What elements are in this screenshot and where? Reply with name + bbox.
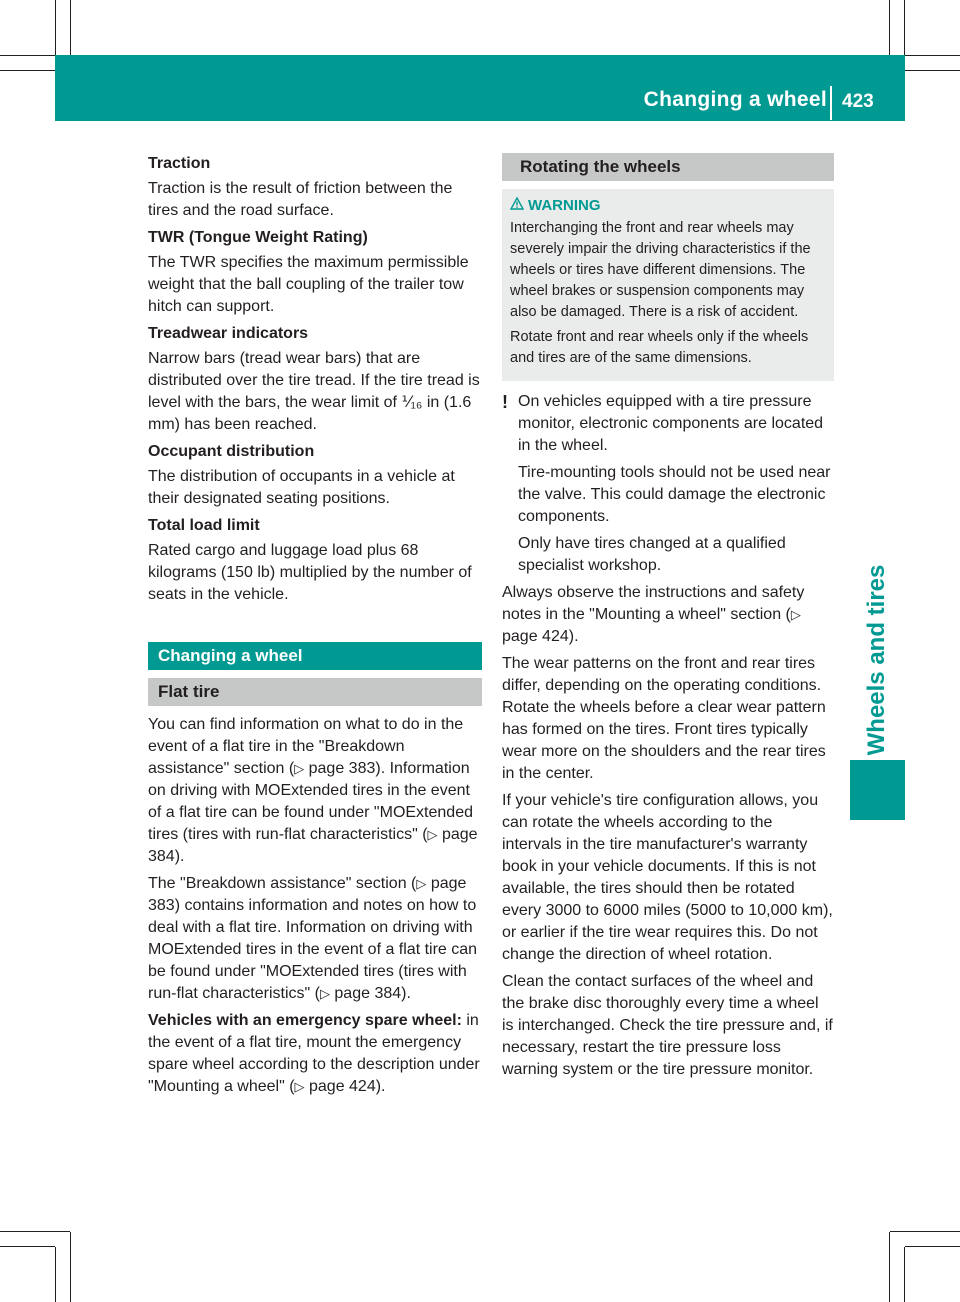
glossary-definition: The distribution of occupants in a vehicle at their designated seating positions. bbox=[148, 468, 455, 507]
glossary-entry bbox=[148, 227, 482, 318]
page-number: 423 bbox=[842, 91, 874, 112]
crop-mark bbox=[0, 1231, 70, 1232]
glossary-entry bbox=[148, 441, 482, 510]
note-text: Tire-mounting tools should not be used near the valve. This could damage the electronic components. bbox=[518, 464, 831, 525]
text: page 384). bbox=[148, 826, 478, 865]
text: The "Breakdown assistance" section ( bbox=[148, 875, 417, 892]
crop-mark bbox=[55, 1247, 56, 1302]
glossary-term: TWR (Tongue Weight Rating) bbox=[148, 229, 368, 246]
note-text: Only have tires changed at a qualified specialist workshop. bbox=[518, 535, 786, 574]
note-text: On vehicles equipped with a tire pressure monitor, electronic components are located in the wheel. bbox=[518, 393, 824, 454]
subsection-title: Flat tire bbox=[148, 678, 482, 706]
text: Always observe the instructions and safety notes in the "Mounting a wheel" section ( bbox=[502, 584, 805, 623]
flat-tire-paragraph bbox=[148, 873, 482, 1005]
crop-mark bbox=[904, 0, 905, 55]
text: page 424). bbox=[304, 1078, 386, 1095]
subsection-title: Rotating the wheels bbox=[502, 153, 834, 181]
glossary-definition: The TWR specifies the maximum permissible weight that the ball coupling of the trailer tow hitch can support. bbox=[148, 254, 469, 315]
page-ref-arrow-icon: ▷ bbox=[294, 1079, 305, 1094]
page-ref-arrow-icon: ▷ bbox=[790, 607, 801, 622]
glossary-entry bbox=[148, 323, 482, 436]
page-ref-arrow-icon: ▷ bbox=[427, 827, 438, 842]
crop-mark bbox=[55, 0, 56, 55]
section-title: Changing a wheel bbox=[148, 642, 482, 670]
exclamation-icon: ! bbox=[502, 392, 508, 412]
page-ref-arrow-icon: ▷ bbox=[416, 876, 427, 891]
header-separator bbox=[830, 86, 832, 120]
crop-mark bbox=[890, 1231, 960, 1232]
body-paragraph bbox=[502, 582, 834, 648]
text: page 383) contains information and notes on how to deal with a flat tire. Information on driving with MOExtended tires in the event of a flat tire can be found under "MOExtended tires (tires with run-flat characteristics" ( bbox=[148, 875, 478, 1002]
warning-label: WARNING bbox=[528, 197, 601, 214]
warning-box bbox=[502, 189, 834, 381]
side-tab-marker bbox=[850, 760, 905, 820]
right-column bbox=[502, 153, 834, 1086]
warning-text: Interchanging the front and rear wheels may severely impair the driving characteristics if the wheels or tires have different dimensions. The wheel brakes or suspension components may also be damaged. There is a risk of accident. bbox=[510, 220, 811, 320]
glossary-definition: Narrow bars (tread wear bars) that are distributed over the tire tread. If the tire tread is level with the bars, the wear limit of ⅟₁₆ in (1.6 mm) has been reached. bbox=[148, 350, 480, 433]
glossary-term: Total load limit bbox=[148, 517, 260, 534]
crop-mark bbox=[889, 1232, 890, 1302]
caution-note bbox=[502, 391, 834, 577]
crop-mark bbox=[904, 1247, 905, 1302]
glossary-entry bbox=[148, 515, 482, 606]
glossary-entry bbox=[148, 153, 482, 222]
header-title: Changing a wheel bbox=[643, 88, 827, 111]
left-column bbox=[148, 153, 482, 1103]
glossary-term: Traction bbox=[148, 155, 211, 172]
flat-tire-paragraph bbox=[148, 714, 482, 868]
glossary-term: Occupant distribution bbox=[148, 443, 315, 460]
text: page 383). Information on driving with MOExtended tires in the event of a flat tire can be found under "MOExtended tires (tires with run-flat characteristics" ( bbox=[148, 760, 473, 843]
side-tab-label: Wheels and tires bbox=[863, 564, 890, 756]
crop-mark bbox=[0, 1246, 55, 1247]
glossary-term: Treadwear indicators bbox=[148, 325, 309, 342]
warning-heading bbox=[510, 195, 826, 216]
text: You can find information on what to do in the event of a flat tire in the "Breakdown assistance" section ( bbox=[148, 716, 464, 777]
warning-text: Rotate front and rear wheels only if the wheels and tires are of the same dimensions. bbox=[510, 329, 809, 366]
crop-mark bbox=[70, 1232, 71, 1302]
crop-mark bbox=[905, 55, 960, 56]
body-paragraph: The wear patterns on the front and rear tires differ, depending on the operating conditions. Rotate the wheels before a clear wear pattern has formed on the tires. Front tires typically wear more on the shoulders and the rear tires in the center. bbox=[502, 655, 826, 782]
emphasis: Vehicles with an emergency spare wheel: bbox=[148, 1012, 462, 1029]
page-ref-arrow-icon: ▷ bbox=[294, 761, 305, 776]
page-ref-arrow-icon: ▷ bbox=[319, 986, 330, 1001]
flat-tire-paragraph bbox=[148, 1010, 482, 1098]
body-paragraph: Clean the contact surfaces of the wheel and the brake disc thoroughly every time a wheel is interchanged. Check the tire pressure and, if necessary, restart the tire pressure loss warning system or the tire pressure monitor. bbox=[502, 973, 833, 1078]
warning-triangle-icon bbox=[510, 195, 528, 216]
text: page 384). bbox=[329, 985, 411, 1002]
glossary-definition: Rated cargo and luggage load plus 68 kilograms (150 lb) multiplied by the number of seats in the vehicle. bbox=[148, 542, 472, 603]
body-paragraph: If your vehicle's tire configuration allows, you can rotate the wheels according to the intervals in the tire manufacturer's warranty book in your vehicle documents. If this is not available, the tires should then be rotated every 3000 to 6000 miles (5000 to 10,000 km), or earlier if the tire wear requires this. Do not change the direction of wheel rotation. bbox=[502, 792, 833, 963]
text: page 424). bbox=[502, 628, 579, 645]
crop-mark bbox=[905, 1246, 960, 1247]
text: in the event of a flat tire, mount the emergency spare wheel according to the description under "Mounting a wheel" ( bbox=[148, 1012, 480, 1095]
crop-mark bbox=[0, 55, 55, 56]
glossary-definition: Traction is the result of friction between the tires and the road surface. bbox=[148, 180, 453, 219]
